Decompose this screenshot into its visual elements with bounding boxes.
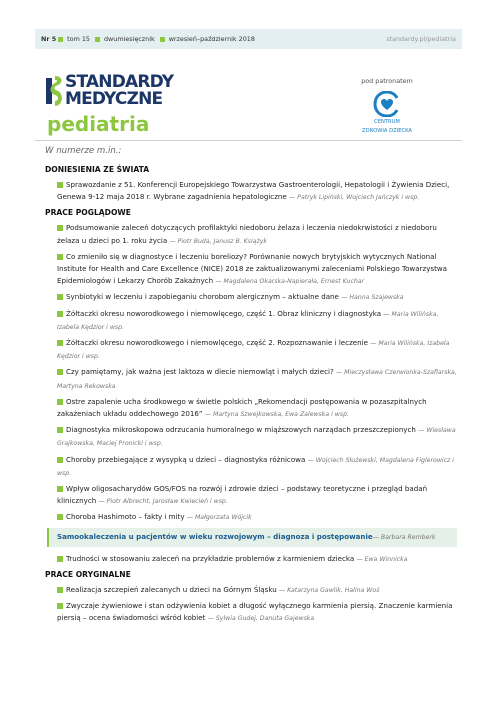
- czd-heart-logo-icon: [373, 91, 401, 117]
- table-of-contents: [45, 146, 457, 629]
- bullet-square-icon: [57, 399, 63, 405]
- patronage-label: pod patronatem: [361, 77, 413, 85]
- bullet-square-icon: [57, 427, 63, 433]
- article-entry[interactable]: Zwyczaje żywieniowe i stan odżywienia kobiet a długość wyłącznego karmienia piersią. Znaczenie karmienia piersią – ocena świadomości wśród kobiet — Sylwia Gudej, Danuta Gajewska: [57, 601, 453, 623]
- header-divider: [35, 140, 462, 141]
- bullet-square-icon: [57, 294, 63, 300]
- journal-section-title: pediatria: [47, 112, 150, 136]
- article-entry[interactable]: Co zmieniło się w diagnostyce i leczeniu boreliozy? Porównanie nowych brytyjskich wytycznych National Institute for Health and Care Excellence (NICE) 2018 ze zaktualizowanymi zaleceniami Polskiego Towarzystwa Epidemiologów i Lekarzy Chorób Zakaźnych — Magdalena Okarska-Napierała, Ernest Kuchar: [57, 251, 448, 286]
- article-entry[interactable]: Choroby przebiegające z wysypką u dzieci – diagnostyka różnicowa — Wojciech Służewski, Magdalena Figlerowicz i wsp.: [57, 454, 454, 477]
- article-entry[interactable]: Czy pamiętamy, jak ważna jest laktoza w diecie niemowląt i małych dzieci? — Mieczysława Czerwionka-Szaflarska, Martyna Rekowska: [57, 367, 457, 390]
- bullet-square-icon: [57, 369, 63, 375]
- bullet-square-icon: [57, 182, 63, 188]
- brand-line-1: STANDARDY: [65, 72, 174, 92]
- section-heading: DONIESIENIA ZE ŚWIATA: [45, 165, 150, 174]
- bullet-square-icon: [58, 37, 63, 42]
- article-entry[interactable]: Trudności w stosowaniu zaleceń na przykładzie problemów z karmieniem dziecka — Ewa Winnicka: [45, 553, 457, 566]
- article-entry[interactable]: Wpływ oligosacharydów GOS/FOS na rozwój i zdrowie dzieci – podstawy teoretyczne i przegląd badań klinicznych — Piotr Albrecht, Jarosław Kwiecień i wsp.: [57, 484, 428, 506]
- period: wrzesień–październik 2018: [168, 35, 255, 43]
- brand-line-2: MEDYCZNE: [65, 89, 163, 109]
- article-entry[interactable]: Diagnostyka mikroskopowa odrzucania humoralnego w miąższowych narządach przeszczepionych — Wiesława Grajkowska, Maciej Pronicki i wsp.: [57, 425, 456, 448]
- volume: tom 15: [67, 35, 90, 43]
- issue-bar: [35, 29, 462, 49]
- article-entry[interactable]: Żółtaczki okresu noworodkowego i niemowlęcego, część 1. Obraz kliniczny i diagnostyka — Maria Wilińska, Izabela Kędzior i wsp.: [57, 308, 439, 331]
- bullet-square-icon: [57, 254, 63, 260]
- section-heading: PRACE ORYGINALNE: [45, 570, 131, 580]
- standardy-medyczne-logo: [46, 74, 206, 112]
- bullet-square-icon: [57, 514, 63, 520]
- site-link[interactable]: standardy.pl/pediatria: [386, 35, 456, 43]
- bullet-square-icon: [160, 37, 165, 42]
- bullet-square-icon: [57, 587, 63, 593]
- frequency: dwumiesięcznik: [103, 35, 155, 43]
- section-heading: PRACE POGLĄDOWE: [45, 208, 131, 218]
- contents-intro: W numerze m.in.:: [45, 146, 122, 156]
- highlighted-article[interactable]: Samookaleczenia u pacjentów w wieku rozwojowym – diagnoza i postępowanie— Barbara Remberk: [47, 528, 457, 547]
- article-entry[interactable]: Żółtaczki okresu noworodkowego i niemowlęcego, część 2. Rozpoznawanie i leczenie — Maria Wilińska, Izabela Kędzior i wsp.: [57, 338, 450, 361]
- patronage: [352, 77, 422, 135]
- article-entry[interactable]: Choroba Hashimoto – fakty i mity — Małgorzata Wójcik: [45, 511, 457, 524]
- bullet-square-icon: [95, 37, 100, 42]
- article-entry[interactable]: Ostre zapalenie ucha środkowego w świetle polskich „Rekomendacji postępowania w pozaszpitalnych zakażeniach układu oddechowego 2016” — Martyna Szwejkowska, Ewa Zalewska i wsp.: [57, 396, 427, 419]
- patronage-name-2: ZDROWIA DZIECKA: [362, 128, 412, 134]
- bullet-square-icon: [57, 225, 63, 231]
- logo-mark-icon: [46, 75, 63, 107]
- bullet-square-icon: [57, 311, 63, 317]
- bullet-square-icon: [57, 486, 63, 492]
- issue-number: Nr 5: [41, 35, 57, 43]
- patronage-name-1: CENTRUM: [374, 119, 400, 125]
- bullet-square-icon: [57, 556, 63, 562]
- bullet-square-icon: [57, 603, 63, 609]
- bullet-square-icon: [57, 340, 63, 346]
- article-entry[interactable]: Podsumowanie zaleceń dotyczących profilaktyki niedoboru żelaza i leczenia niedokrwistości z niedoboru żelaza u dzieci po 1. roku życia — Piotr Buda, Janusz B. Książyk: [57, 223, 437, 245]
- article-entry[interactable]: Sprawozdanie z 51. Konferencji Europejskiego Towarzystwa Gastroenterologii, Hepatologii i Żywienia Dzieci, Genewa 9-12 maja 2018 r. Wybrane zagadnienia hepatologiczne — Patryk Lipiński, Wojciech Jańczyk i wsp.: [57, 180, 450, 202]
- article-entry[interactable]: Synbiotyki w leczeniu i zapobieganiu chorobom alergicznym – aktualne dane — Hanna Szajewska: [45, 291, 457, 304]
- bullet-square-icon: [57, 457, 63, 463]
- article-entry[interactable]: Realizacja szczepień zalecanych u dzieci na Górnym Śląsku — Katarzyna Gawlik, Halina Woś: [45, 584, 457, 597]
